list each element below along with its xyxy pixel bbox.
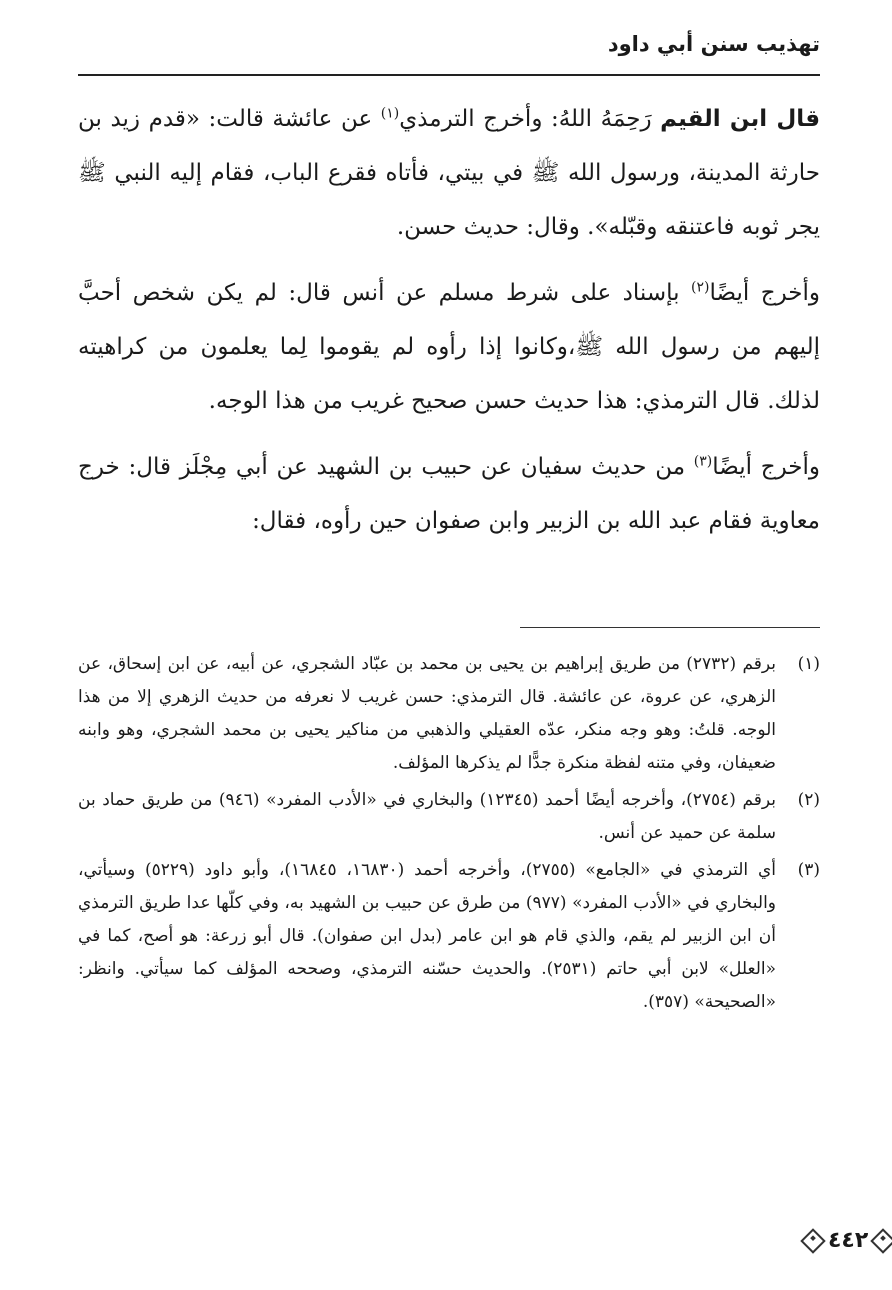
main-text — [78, 92, 820, 560]
paragraph-2-start: وأخرج أيضًا — [709, 280, 821, 306]
paragraph-1 — [78, 92, 820, 254]
footnote-text: برقم (٢٧٣٢) من طريق إبراهيم بن يحيى بن محمد بن عبّاد الشجري، عن أبيه، عن ابن إسحاق، عن الزهري، عن عروة، عن عائشة. قال الترمذي: حسن غريب لا نعرفه من حديث الزهري إلا من هذا الوجه. قلتُ: وهو وجه منكر، عدّه العقيلي والذهبي من مناكير يحيى بن محمد الشجري، وهو وابنه ضعيفان، وفي متنه لفظة منكرة جدًّا لم يذكرها المؤلف. — [78, 654, 776, 773]
footnote-ref-1[interactable]: (١) — [380, 105, 400, 122]
footnote-number: (٢) — [797, 790, 820, 810]
page-footer — [798, 1228, 892, 1253]
footnote-ref-3[interactable]: (٣) — [693, 453, 713, 470]
footnote-number: (١) — [797, 654, 820, 674]
footnote-text: برقم (٢٧٥٤)، وأخرجه أيضًا أحمد (١٢٣٤٥) والبخاري في «الأدب المفرد» (٩٤٦) من طريق حماد بن سلمة عن حميد عن أنس. — [78, 790, 776, 843]
diamond-ornament-icon — [800, 1228, 825, 1253]
paragraph-2 — [78, 266, 820, 428]
footnote-ref-2[interactable]: (٢) — [691, 279, 710, 296]
paragraph-3-text: من حديث سفيان عن حبيب بن الشهيد عن أبي مِجْلَز قال: خرج معاوية فقام عبد الله بن الزبير وابن صفوان حين رأوه، فقال: — [78, 454, 820, 534]
footnote-item — [78, 854, 820, 1019]
footnote-text: أي الترمذي في «الجامع» (٢٧٥٥)، وأخرجه أحمد (١٦٨٣٠، ١٦٨٤٥)، وأبو داود (٥٢٢٩) وسيأتي، والبخاري في «الأدب المفرد» (٩٧٧) من طرق عن حبيب بن الشهيد به، وفي كلّها عدا طريق الترمذي أن ابن الزبير لم يقم، والذي قام هو ابن عامر (بدل ابن صفوان). قال أبو زرعة: هو أصح، كما في «العلل» لابن أبي حاتم (٢٥٣١). والحديث حسّنه الترمذي، وصححه المؤلف كما سيأتي. وانظر: «الصحيحة» (٣٥٧). — [78, 860, 777, 1012]
paragraph-3 — [78, 440, 820, 548]
footnote-number: (٣) — [797, 860, 820, 880]
paragraph-1-text-b: عن عائشة قالت: «قدم زيد بن حارثة المدينة، ورسول الله ﷺ في بيتي، فأتاه فقرع الباب، فقام إليه النبي ﷺ يجر ثوبه فاعتنقه وقبّله». وقال: حديث حسن. — [78, 106, 820, 240]
footnote-separator — [520, 627, 820, 628]
paragraph-3-start: وأخرج أيضًا — [712, 454, 820, 480]
author-name: قال ابن القيم — [660, 106, 821, 132]
header-title: تهذيب سنن أبي داود — [607, 32, 820, 56]
footnote-item — [78, 648, 820, 780]
diamond-ornament-icon — [871, 1228, 892, 1253]
paragraph-2-text: بإسناد على شرط مسلم عن أنس قال: لم يكن شخص أحبَّ إليهم من رسول الله ﷺ،وكانوا إذا رأوه لم يقوموا لِما يعلمون من كراهيته لذلك. قال الترمذي: هذا حديث حسن صحيح غريب من هذا الوجه. — [78, 280, 820, 414]
running-header — [78, 28, 820, 76]
footnotes — [78, 648, 820, 1023]
page-number: ٤٤٢ — [828, 1228, 869, 1253]
paragraph-1-text-a: رَحِمَهُ اللهُ: وأخرج الترمذي — [399, 106, 661, 132]
footnote-item — [78, 784, 820, 850]
